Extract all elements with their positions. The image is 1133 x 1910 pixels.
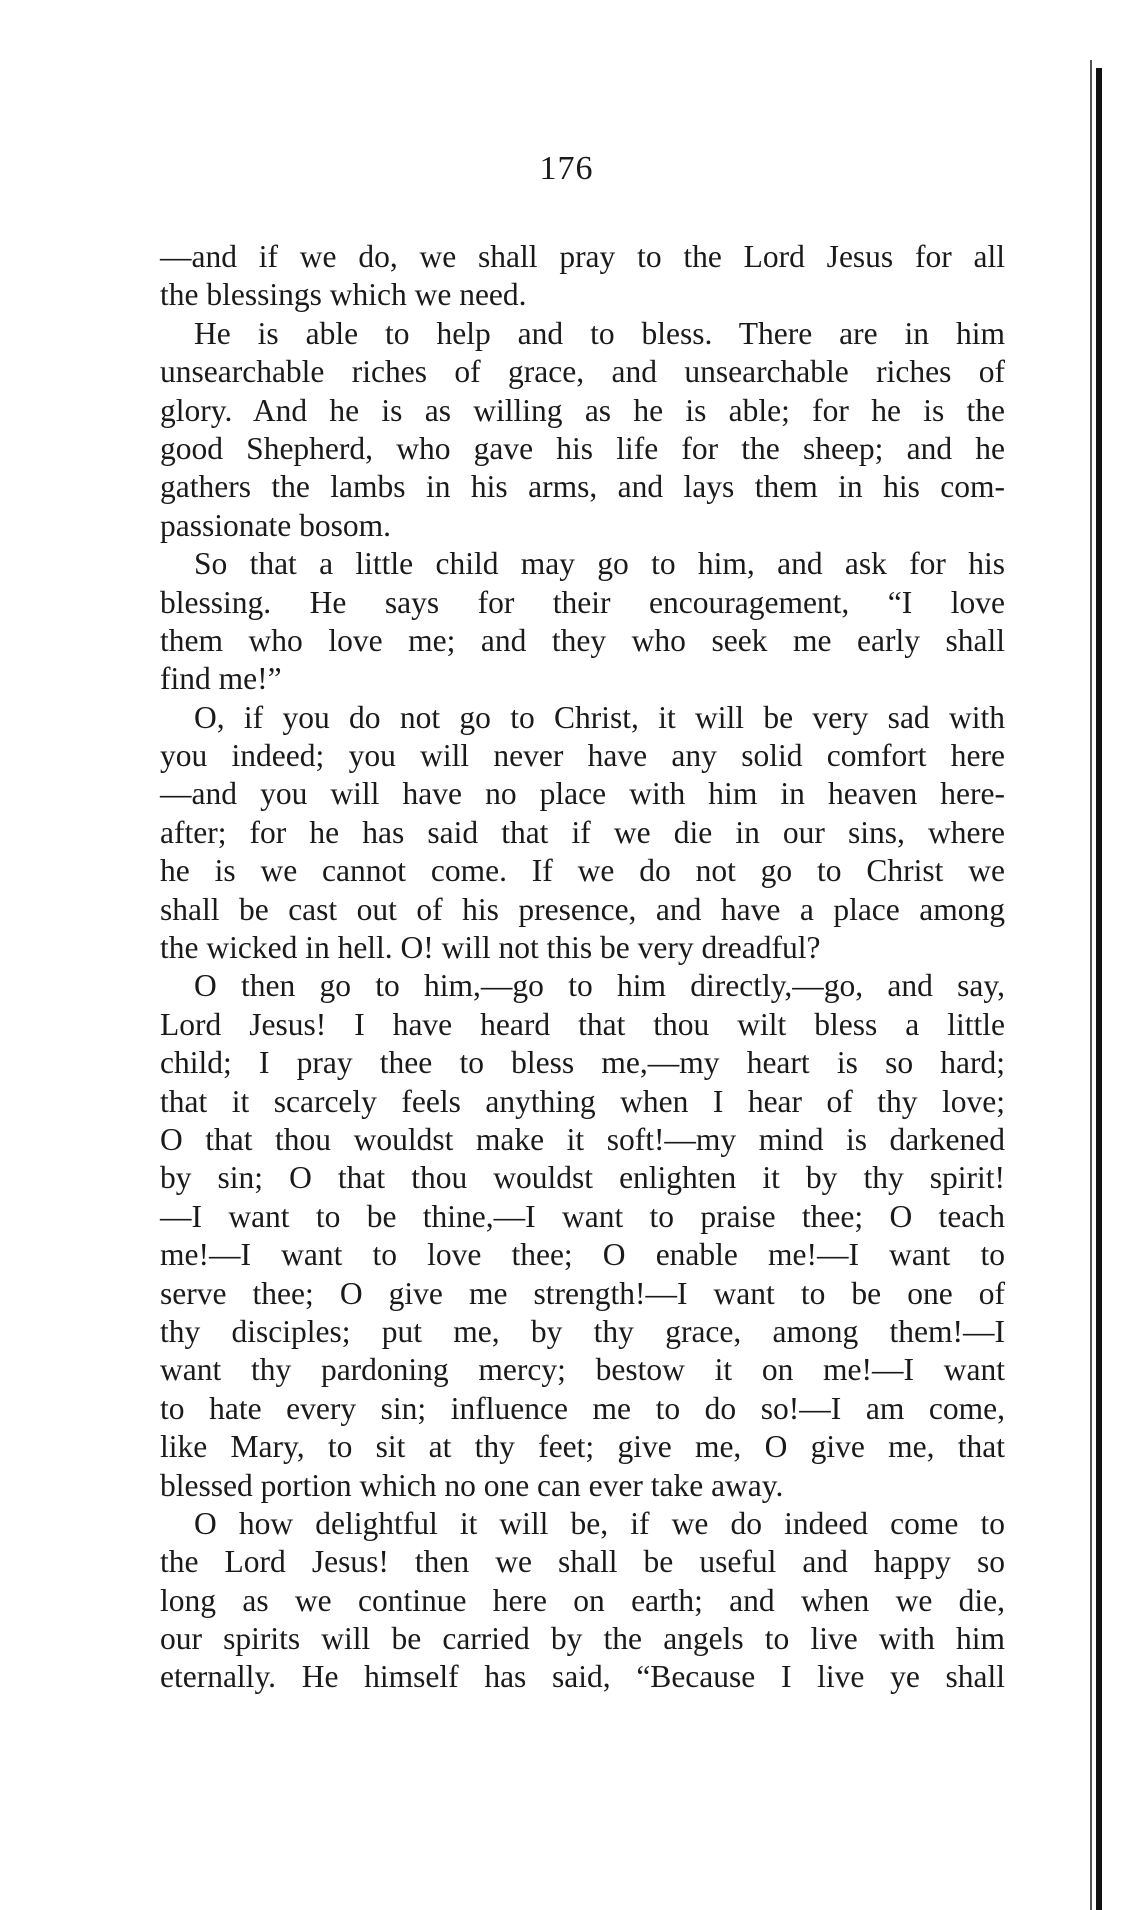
- text-line: the wicked in hell. O! will not this be very dreadful?: [160, 930, 821, 966]
- text-line: shall be cast out of his presence, and have a place among: [160, 891, 1005, 927]
- text-line: want thy pardoning mercy; bestow it on me!—I want: [160, 1352, 1005, 1388]
- text-line: glory. And he is as willing as he is able; for he is the: [160, 392, 1005, 428]
- page-edge-rule: [1096, 68, 1102, 1910]
- text-line: blessed portion which no one can ever take away.: [160, 1467, 784, 1503]
- text-line: good Shepherd, who gave his life for the sheep; and he: [160, 430, 1005, 466]
- text-line: that it scarcely feels anything when I hear of thy love;: [160, 1083, 1005, 1119]
- text-line: gathers the lambs in his arms, and lays them in his com-: [160, 469, 1005, 505]
- text-line: passionate bosom.: [160, 507, 391, 543]
- text-line: long as we continue here on earth; and when we die,: [160, 1582, 1005, 1618]
- text-line: the blessings which we need.: [160, 277, 527, 313]
- text-line: child; I pray thee to bless me,—my heart is so hard;: [160, 1045, 1005, 1081]
- page-number: 176: [539, 150, 594, 187]
- text-line: O then go to him,—go to him directly,—go, and say,: [194, 968, 1005, 1004]
- text-line: eternally. He himself has said, “Because I live ye shall: [160, 1659, 1005, 1695]
- page-edge-shadow: [1090, 60, 1092, 1910]
- text-line: to hate every sin; influence me to do so!—I am come,: [160, 1390, 1005, 1426]
- text-line: Lord Jesus! I have heard that thou wilt bless a little: [160, 1006, 1005, 1042]
- text-line: our spirits will be carried by the angels to live with him: [160, 1621, 1005, 1657]
- text-line: like Mary, to sit at thy feet; give me, O give me, that: [160, 1429, 1005, 1465]
- text-line: —I want to be thine,—I want to praise thee; O teach: [160, 1198, 1005, 1234]
- body-text: [160, 238, 1005, 1697]
- text-line: O how delightful it will be, if we do indeed come to: [194, 1505, 1005, 1541]
- text-line: So that a little child may go to him, and ask for his: [194, 546, 1005, 582]
- text-line: the Lord Jesus! then we shall be useful and happy so: [160, 1544, 1005, 1580]
- text-line: O, if you do not go to Christ, it will be very sad with: [194, 699, 1005, 735]
- text-line: —and you will have no place with him in heaven here-: [160, 776, 1005, 812]
- text-line: blessing. He says for their encouragement, “I love: [160, 584, 1005, 620]
- text-line: them who love me; and they who seek me early shall: [160, 622, 1005, 658]
- text-line: —and if we do, we shall pray to the Lord Jesus for all: [160, 239, 1005, 274]
- text-line: he is we cannot come. If we do not go to Christ we: [160, 853, 1005, 889]
- text-line: after; for he has said that if we die in our sins, where: [160, 814, 1005, 850]
- text-line: me!—I want to love thee; O enable me!—I want to: [160, 1237, 1005, 1273]
- text-line: He is able to help and to bless. There are in him: [194, 315, 1005, 351]
- text-line: you indeed; you will never have any solid comfort here: [160, 738, 1005, 774]
- text-line: serve thee; O give me strength!—I want to be one of: [160, 1275, 1005, 1311]
- text-line: find me!”: [160, 661, 282, 697]
- text-line: unsearchable riches of grace, and unsearchable riches of: [160, 354, 1005, 390]
- text-line: by sin; O that thou wouldst enlighten it by thy spirit!: [160, 1160, 1005, 1196]
- text-line: thy disciples; put me, by thy grace, among them!—I: [160, 1313, 1005, 1349]
- text-line: O that thou wouldst make it soft!—my mind is darkened: [160, 1121, 1005, 1157]
